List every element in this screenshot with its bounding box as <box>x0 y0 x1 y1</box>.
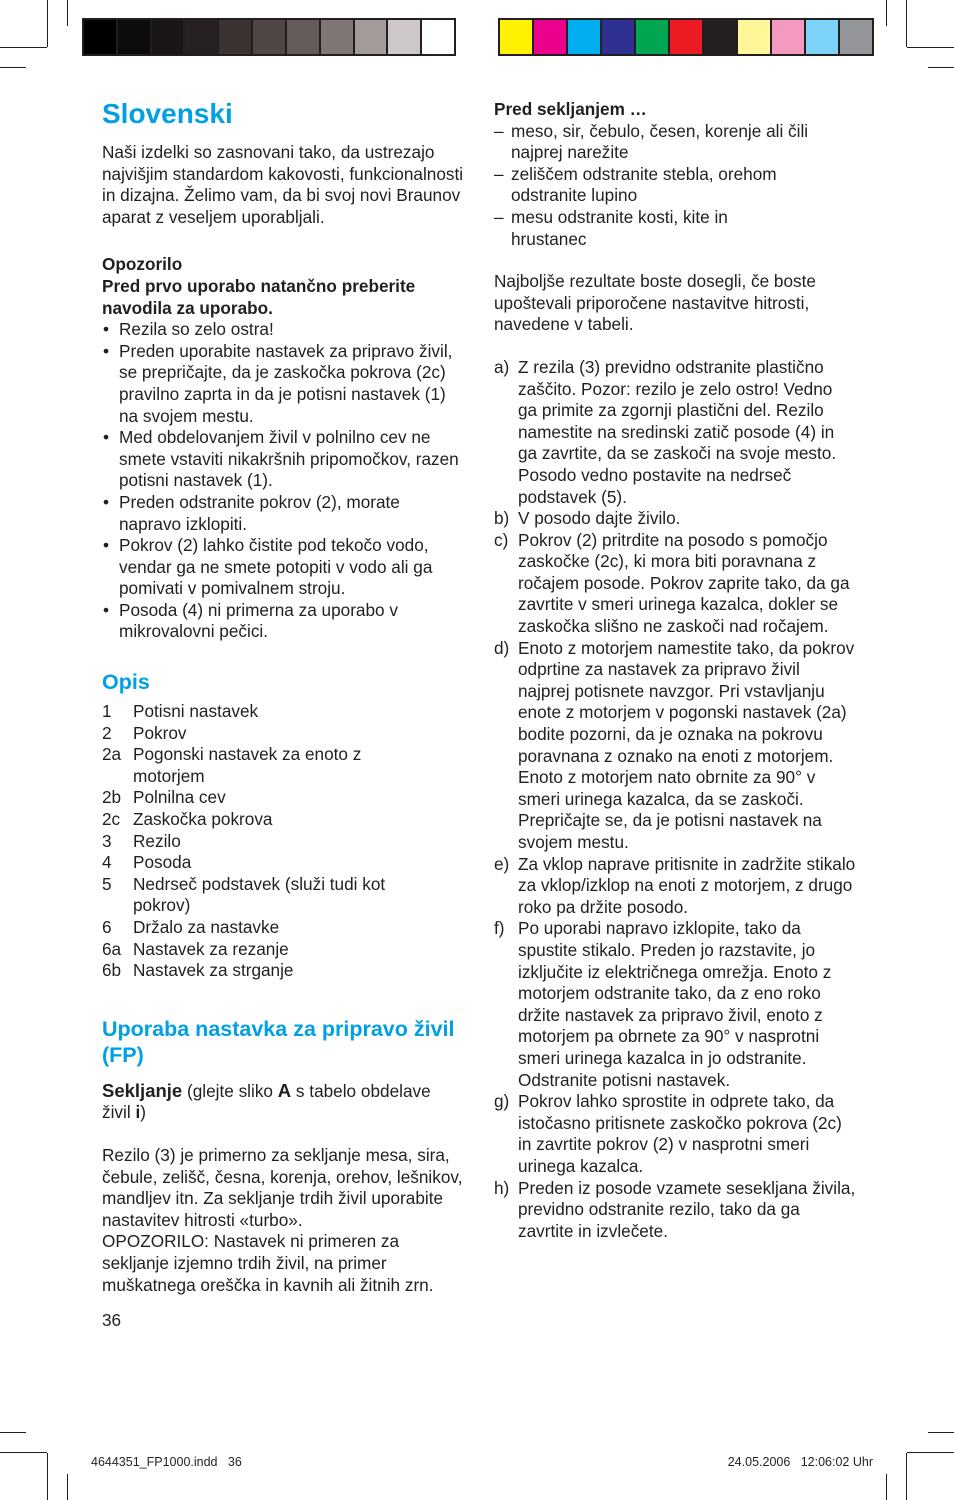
color-swatch <box>668 20 702 54</box>
crop-mark <box>47 1453 48 1500</box>
speed-note: Najboljše rezultate boste dosegli, če boste upoštevali priporočene nastavitve hitrosti, navedene v tabeli. <box>494 271 816 335</box>
color-swatch <box>319 20 353 54</box>
part-name: Nedrseč podstavek (služi tudi kot pokrov) <box>133 873 386 916</box>
crop-mark <box>0 47 47 48</box>
color-swatch <box>150 20 184 54</box>
part-name: Polnilna cev <box>133 787 226 808</box>
part-number: 1 <box>102 701 112 722</box>
list-item <box>494 1091 856 1177</box>
color-swatch <box>532 20 566 54</box>
page-title: Slovenski <box>102 98 233 129</box>
color-swatch <box>217 20 251 54</box>
list-item: • Pokrov (2) lahko čistite pod tekočo vodo, vendar ga ne smete potopiti v vodo ali ga pomivati v pomivalnem stroju. <box>102 535 464 600</box>
color-swatch <box>634 20 668 54</box>
list-item <box>102 852 464 874</box>
part-number: 2a <box>102 744 122 765</box>
crop-mark <box>907 47 954 48</box>
color-swatch <box>566 20 600 54</box>
list-item <box>102 744 464 787</box>
color-swatch <box>84 20 116 54</box>
step-key: b) <box>494 508 510 529</box>
warning-list <box>102 319 464 643</box>
page-number: 36 <box>102 1310 122 1331</box>
crop-mark <box>0 1432 26 1433</box>
part-name: Rezilo <box>133 830 181 851</box>
list-item: • Rezila so zelo ostra! <box>102 319 464 341</box>
steps-list <box>494 357 856 1242</box>
list-item: – zeliščem odstranite stebla, orehom odstranite lupino <box>494 164 856 207</box>
list-item: • Posoda (4) ni primerna za uporabo v mikrovalovni pečici. <box>102 600 464 643</box>
crop-mark <box>67 0 68 26</box>
part-name: Pokrov <box>133 722 187 743</box>
step-key: d) <box>494 637 510 658</box>
step-key: c) <box>494 529 509 550</box>
part-number: 6a <box>102 938 122 959</box>
part-number: 6 <box>102 917 112 937</box>
part-name: Nastavek za rezanje <box>133 938 289 959</box>
crop-mark <box>928 67 954 68</box>
list-item <box>494 530 856 638</box>
step-text: V posodo dajte živilo. <box>518 508 681 529</box>
step-text: Pokrov (2) pritrdite na posodo s pomočjo zaskočke (2c), ki mora biti poravnana z ročajem posode. Pokrov zaprite tako, da ga zavrtite v smeri urinega kazalca, dokler se zaskočka slišno ne zaskoči nad ročajem. <box>518 529 850 637</box>
footer-timestamp: 24.05.2006 12:06:02 Uhr <box>727 1455 873 1469</box>
step-text: Po uporabi napravo izklopite, tako da spustite stikalo. Preden jo razstavite, jo izključite iz električnega omrežja. Enoto z motorjem odstranite tako, da z eno roko držite nastavek za pripravo živil, enoto z motorjem pa obrnete za 90° v nasprotni smeri urinega kazalca in jo odstranite. Odstranite potisni nastavek. <box>518 918 832 1090</box>
list-item <box>102 874 464 917</box>
list-item <box>494 638 856 854</box>
step-text: Pokrov lahko sprostite in odprete tako, da istočasno pritisnete zaskočko pokrova (2c) in zavrtite pokrov (2) v nasprotni smeri urinega kazalca. <box>518 1091 842 1176</box>
chopping-ref-pre: (glejte sliko <box>187 1080 273 1101</box>
list-item: – meso, sir, čebulo, česen, korenje ali čili najprej narežite <box>494 121 856 164</box>
description-heading: Opis <box>102 670 150 695</box>
list-item <box>102 960 464 982</box>
figure-reference: A <box>277 1079 292 1101</box>
part-name: Posoda <box>133 852 192 873</box>
list-item <box>102 701 464 723</box>
color-swatch <box>838 20 872 54</box>
grayscale-color-bar <box>82 18 456 56</box>
chopping-ref-post: ) <box>140 1102 146 1123</box>
intro-paragraph: Naši izdelki so zasnovani tako, da ustrezajo najvišjim standardom kakovosti, funkcionalnosti in dizajna. Želimo vam, da bi svoj novi Braunov aparat z veseljem uporabljali. <box>102 142 464 227</box>
chopping-reference <box>102 1080 464 1124</box>
list-item <box>494 1178 856 1243</box>
crop-mark <box>906 0 907 47</box>
list-item: • Preden uporabite nastavek za pripravo živil, se prepričajte, da je zaskočka pokrova (2c) pravilno zaprta in da je potisni nastavek (1) na svojem mestu. <box>102 341 464 427</box>
step-text: Preden iz posode vzamete sesekljana živila, previdno odstranite rezilo, tako da ga zavrtite in izvlečete. <box>518 1177 856 1241</box>
crop-mark <box>928 1432 954 1433</box>
before-heading: Pred sekljanjem … <box>494 99 647 119</box>
warning-subheading: Pred prvo uporabo natančno preberite navodila za uporabo. <box>102 275 416 318</box>
right-column <box>494 99 856 1242</box>
step-text: Za vklop naprave pritisnite in zadržite stikalo za vklop/izklop na enoti z motorjem, z drugo roko pa držite posodo. <box>518 853 856 917</box>
before-list <box>494 121 856 251</box>
list-item <box>494 918 856 1091</box>
list-item <box>102 723 464 745</box>
color-swatch <box>736 20 770 54</box>
crop-mark <box>886 1474 887 1500</box>
list-item <box>102 787 464 809</box>
part-number: 6b <box>102 960 122 981</box>
crop-mark <box>906 1453 907 1500</box>
process-color-bar <box>498 18 874 56</box>
list-item <box>102 831 464 853</box>
footer-file-info: 4644351_FP1000.indd 36 <box>91 1455 242 1469</box>
chopping-ref-mid: s tabelo obdelave živil <box>102 1080 431 1123</box>
part-name: Držalo za nastavke <box>133 917 280 937</box>
crop-mark <box>0 1452 47 1453</box>
color-swatch <box>500 20 532 54</box>
color-swatch <box>251 20 285 54</box>
list-item <box>494 357 856 508</box>
part-number: 2b <box>102 787 122 808</box>
part-number: 2 <box>102 722 112 743</box>
usage-heading: Uporaba nastavka za pripravo živil (FP) <box>102 1016 455 1067</box>
chopping-warning: OPOZORILO: Nastavek ni primeren za sekljanje izjemno trdih živil, na primer muškatnega oreščka in kavnih ali žitnih zrn. <box>102 1231 434 1295</box>
color-swatch <box>770 20 804 54</box>
list-item: • Med obdelovanjem živil v polnilno cev ne smete vstaviti nikakršnih pripomočkov, razen potisni nastavek (1). <box>102 427 464 492</box>
crop-mark <box>67 1474 68 1500</box>
color-swatch <box>183 20 217 54</box>
chopping-text: Rezilo (3) je primerno za sekljanje mesa, sira, čebule, zelišč, česna, korenja, orehov, lešnikov, mandljev itn. Za sekljanje trdih živil uporabite nastavitev hitrosti «turbo». <box>102 1144 463 1230</box>
list-item <box>494 508 856 530</box>
list-item: • Preden odstranite pokrov (2), morate napravo izklopiti. <box>102 492 464 535</box>
list-item: – mesu odstranite kosti, kite in hrustanec <box>494 207 761 250</box>
part-number: 2c <box>102 809 121 830</box>
color-swatch <box>116 20 150 54</box>
color-swatch <box>600 20 634 54</box>
step-key: a) <box>494 356 510 377</box>
list-item <box>102 809 464 831</box>
table-reference: i <box>135 1102 141 1123</box>
part-name: Zaskočka pokrova <box>133 809 273 830</box>
crop-mark <box>47 0 48 47</box>
warning-heading: Opozorilo <box>102 254 183 275</box>
step-key: h) <box>494 1177 510 1198</box>
left-column <box>102 98 464 1332</box>
part-number: 3 <box>102 830 112 851</box>
crop-mark <box>907 1452 954 1453</box>
part-name: Potisni nastavek <box>133 701 259 722</box>
step-text: Z rezila (3) previdno odstranite plastično zaščito. Pozor: rezilo je zelo ostro! Vedno ga primite za zgornji plastični del. Rezilo namestite na sredinski zatič posode (4) in ga zavrtite, da se zaskoči na svoje mesto. Posodo vedno postavite na nedrseč podstavek (5). <box>518 356 837 507</box>
color-swatch <box>420 20 454 54</box>
color-swatch <box>702 20 736 54</box>
part-number: 5 <box>102 873 112 894</box>
chopping-label: Sekljanje <box>102 1079 183 1101</box>
step-key: e) <box>494 853 510 874</box>
part-name: Pogonski nastavek za enoto z motorjem <box>133 744 362 786</box>
color-swatch <box>386 20 420 54</box>
color-swatch <box>353 20 387 54</box>
parts-list <box>102 701 464 982</box>
part-number: 4 <box>102 852 112 873</box>
color-swatch <box>804 20 838 54</box>
crop-mark <box>0 67 26 68</box>
list-item <box>102 917 464 939</box>
step-text: Enoto z motorjem namestite tako, da pokrov odprtine za nastavek za pripravo živil najprej potisnete navzgor. Pri vstavljanju enote z motorjem v pogonski nastavek (2a) bodite pozorni, da je oznaka na pokrovu poravnana z oznako na enoti z motorjem. Enoto z motorjem nato obrnite za 90° v smeri urinega kazalca, da se zaskoči. Prepričajte se, da je potisni nastavek na svojem mestu. <box>518 637 855 852</box>
color-swatch <box>285 20 319 54</box>
list-item <box>494 854 856 919</box>
part-name: Nastavek za strganje <box>133 960 294 981</box>
step-key: f) <box>494 918 505 939</box>
list-item <box>102 939 464 961</box>
crop-mark <box>886 0 887 26</box>
step-key: g) <box>494 1091 510 1112</box>
